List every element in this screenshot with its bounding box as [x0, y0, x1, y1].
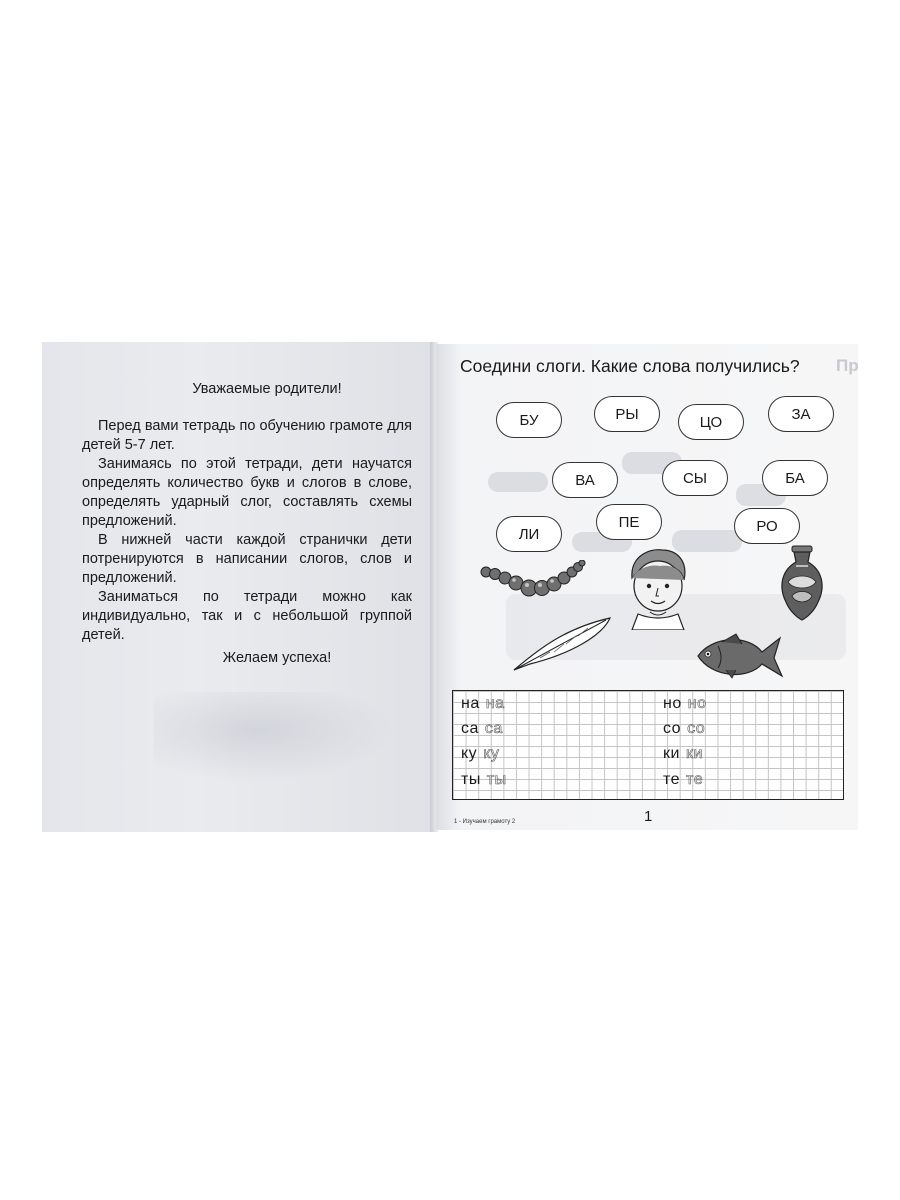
syllable-cloud: ПЕ: [596, 504, 662, 540]
syllable-cloud: ЦО: [678, 404, 744, 440]
beads-icon: [478, 560, 588, 610]
letter-paragraph: В нижней части каждой странички дети потренируются в написании слогов, слов и предложений.: [82, 532, 412, 586]
vase-icon: [776, 544, 828, 624]
handwriting-practice-grid: [452, 690, 844, 800]
letter-paragraph: Занимаясь по этой тетради, дети научатся определять количество букв и слогов в слове, определять ударный слог, составлять схемы предложений.: [82, 456, 412, 529]
practice-row: но но: [663, 695, 707, 712]
right-page: [436, 344, 858, 830]
syllable-cloud: БА: [762, 460, 828, 496]
page-footer: 1 - Изучаем грамоту 2: [454, 819, 516, 825]
exercise-title: Соедини слоги. Какие слова получились?: [460, 356, 800, 376]
practice-row: ку ку: [461, 745, 500, 762]
syllable-cloud: СЫ: [662, 460, 728, 496]
practice-row: те те: [663, 771, 704, 788]
practice-row: ки ки: [663, 745, 703, 762]
syllable-cloud: ЗА: [768, 396, 834, 432]
letter-paragraph: Перед вами тетрадь по обучению грамоте для детей 5-7 лет.: [82, 418, 412, 453]
syllable-cloud: ВА: [552, 462, 618, 498]
boy-icon: [624, 548, 694, 630]
next-page-ghost-title: Пр: [836, 356, 859, 375]
feather-icon: [510, 614, 614, 674]
show-through-blob: [488, 472, 548, 492]
practice-row: са са: [461, 720, 503, 737]
fish-icon: [692, 630, 784, 682]
practice-row: со со: [663, 720, 706, 737]
show-through-shadow: [154, 692, 404, 787]
practice-row: ты ты: [461, 771, 507, 788]
letter-greeting: Уважаемые родители!: [192, 381, 342, 397]
left-page: [42, 342, 432, 832]
syllable-cloud: РО: [734, 508, 800, 544]
parents-letter: [82, 380, 412, 668]
syllable-cloud: РЫ: [594, 396, 660, 432]
practice-row: на на: [461, 695, 505, 712]
letter-closing: Желаем успеха!: [222, 650, 332, 666]
syllable-cloud: БУ: [496, 402, 562, 438]
syllable-cloud: ЛИ: [496, 516, 562, 552]
letter-paragraph: Заниматься по тетради можно как индивидуально, так и с небольшой группой детей.: [82, 589, 412, 643]
page-number: 1: [644, 808, 653, 825]
notebook-spread: [42, 342, 858, 832]
